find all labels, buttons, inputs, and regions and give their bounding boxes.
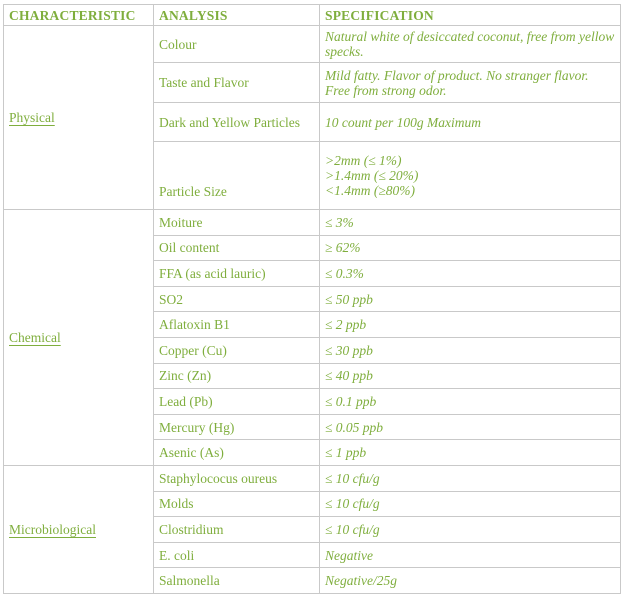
group-chemical: Chemical (4, 210, 154, 466)
analysis-cell: Zinc (Zn) (154, 363, 320, 389)
analysis-cell: Colour (154, 26, 320, 63)
table-row (4, 465, 621, 491)
analysis-cell: Mercury (Hg) (154, 414, 320, 440)
spec-cell: Negative/25g (320, 568, 621, 594)
analysis-cell: Aflatoxin B1 (154, 312, 320, 338)
header-characteristic: CHARACTERISTIC (4, 5, 154, 26)
header-specification: SPECIFICATION (320, 5, 621, 26)
spec-cell: ≤ 10 cfu/g (320, 491, 621, 517)
group-physical: Physical (4, 26, 154, 210)
spec-line: >2mm (≤ 1%) (325, 153, 402, 168)
spec-cell: ≤ 0.05 ppb (320, 414, 621, 440)
analysis-cell: Copper (Cu) (154, 337, 320, 363)
spec-cell: ≤ 0.1 ppb (320, 389, 621, 415)
analysis-cell: FFA (as acid lauric) (154, 261, 320, 287)
analysis-cell: Clostridium (154, 517, 320, 543)
analysis-cell: Dark and Yellow Particles (154, 103, 320, 142)
analysis-cell: Moiture (154, 210, 320, 236)
analysis-cell: SO2 (154, 286, 320, 312)
analysis-cell: E. coli (154, 542, 320, 568)
spec-line: >1.4mm (≤ 20%) (325, 168, 419, 183)
analysis-cell: Oil content (154, 235, 320, 261)
analysis-cell: Particle Size (154, 142, 320, 210)
spec-cell: ≤ 3% (320, 210, 621, 236)
spec-cell: Mild fatty. Flavor of product. No stranger flavor. Free from strong odor. (320, 63, 621, 103)
analysis-cell: Salmonella (154, 568, 320, 594)
analysis-cell: Lead (Pb) (154, 389, 320, 415)
spec-cell: Natural white of desiccated coconut, free from yellow specks. (320, 26, 621, 63)
header-analysis: ANALYSIS (154, 5, 320, 26)
spec-cell: ≤ 30 ppb (320, 337, 621, 363)
spec-cell: ≤ 2 ppb (320, 312, 621, 338)
spec-cell: ≤ 10 cfu/g (320, 465, 621, 491)
spec-line: <1.4mm (≥80%) (325, 183, 416, 198)
spec-cell: ≥ 62% (320, 235, 621, 261)
analysis-cell: Taste and Flavor (154, 63, 320, 103)
spec-cell: 10 count per 100g Maximum (320, 103, 621, 142)
spec-cell (320, 142, 621, 210)
analysis-cell: Staphylococus oureus (154, 465, 320, 491)
spec-cell: ≤ 40 ppb (320, 363, 621, 389)
analysis-cell: Asenic (As) (154, 440, 320, 466)
spec-cell: Negative (320, 542, 621, 568)
specification-table (3, 4, 621, 594)
table-row (4, 210, 621, 236)
spec-cell: ≤ 10 cfu/g (320, 517, 621, 543)
spec-cell: ≤ 1 ppb (320, 440, 621, 466)
group-microbiological: Microbiological (4, 465, 154, 593)
analysis-cell: Molds (154, 491, 320, 517)
table-header-row (4, 5, 621, 26)
table-row (4, 26, 621, 63)
spec-cell: ≤ 0.3% (320, 261, 621, 287)
spec-cell: ≤ 50 ppb (320, 286, 621, 312)
